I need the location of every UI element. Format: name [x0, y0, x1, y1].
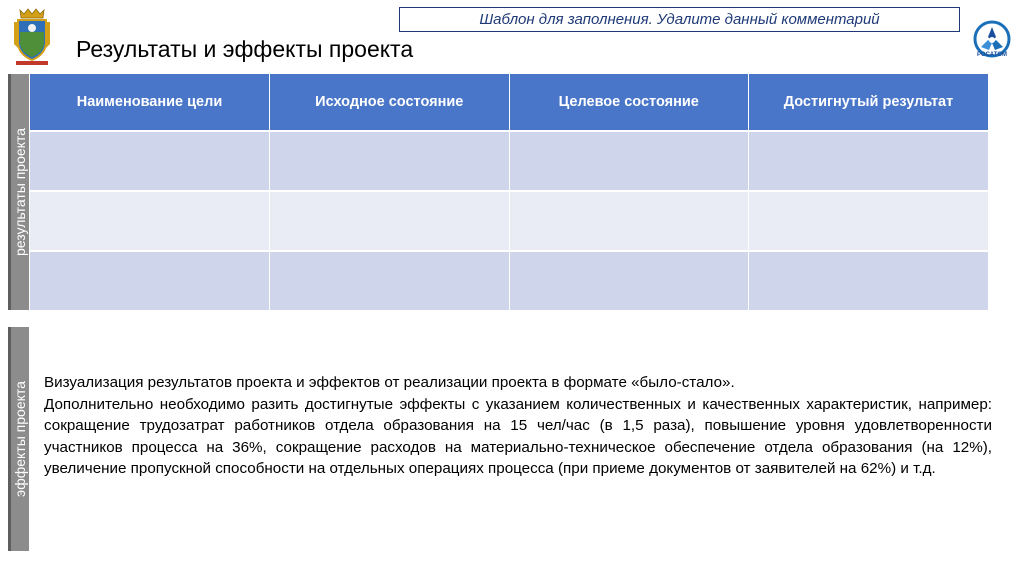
table-cell[interactable]	[749, 131, 989, 191]
template-comment-box[interactable]: Шаблон для заполнения. Удалите данный комментарий	[399, 7, 960, 32]
table-cell[interactable]	[749, 191, 989, 251]
table-header-row	[30, 74, 988, 131]
header-target-state: Целевое состояние	[509, 74, 749, 131]
header-initial-state: Исходное состояние	[270, 74, 510, 131]
table-cell[interactable]	[30, 251, 270, 310]
table-cell[interactable]	[270, 251, 510, 310]
effects-description[interactable]	[44, 372, 992, 480]
table-cell[interactable]	[509, 131, 749, 191]
table-cell[interactable]	[30, 131, 270, 191]
header-achieved-result: Достигнутый результат	[749, 74, 989, 131]
table-cell[interactable]	[270, 131, 510, 191]
effects-detail-paragraph: Дополнительно необходимо разить достигнутые эффекты с указанием количественных и качественных характеристик, например: сокращение трудозатрат работников отдела образования на 15 чел/час (в 1,5 раза), повышение уровня удовлетворенности участников процесса на 36%, сокращение расходов на материально-техническое обеспечение отдела образования (на 12%), увеличение пропускной способности на отдельных операциях процесса (при приеме документов от заявителей на 62%) и т.д.	[44, 395, 992, 478]
table-cell[interactable]	[509, 251, 749, 310]
header-goal-name: Наименование цели	[30, 74, 270, 131]
rosatom-logo-icon	[970, 10, 1014, 72]
table-cell[interactable]	[30, 191, 270, 251]
table-row	[30, 251, 988, 310]
table-row	[30, 131, 988, 191]
page-title: Результаты и эффекты проекта	[76, 36, 414, 62]
results-table	[30, 74, 988, 310]
coat-of-arms-icon	[12, 8, 52, 66]
effects-side-tab	[8, 327, 29, 551]
effects-side-tab-label: эффекты проекта	[12, 381, 28, 497]
table-cell[interactable]	[749, 251, 989, 310]
table-cell[interactable]	[509, 191, 749, 251]
logo-caption: РОСАТОМ	[977, 52, 1007, 58]
effects-intro-paragraph: Визуализация результатов проекта и эффектов от реализации проекта в формате «было-стало».	[44, 374, 735, 391]
results-side-tab-label: результаты проекта	[12, 128, 28, 256]
table-cell[interactable]	[270, 191, 510, 251]
table-row	[30, 191, 988, 251]
results-side-tab	[8, 74, 29, 310]
